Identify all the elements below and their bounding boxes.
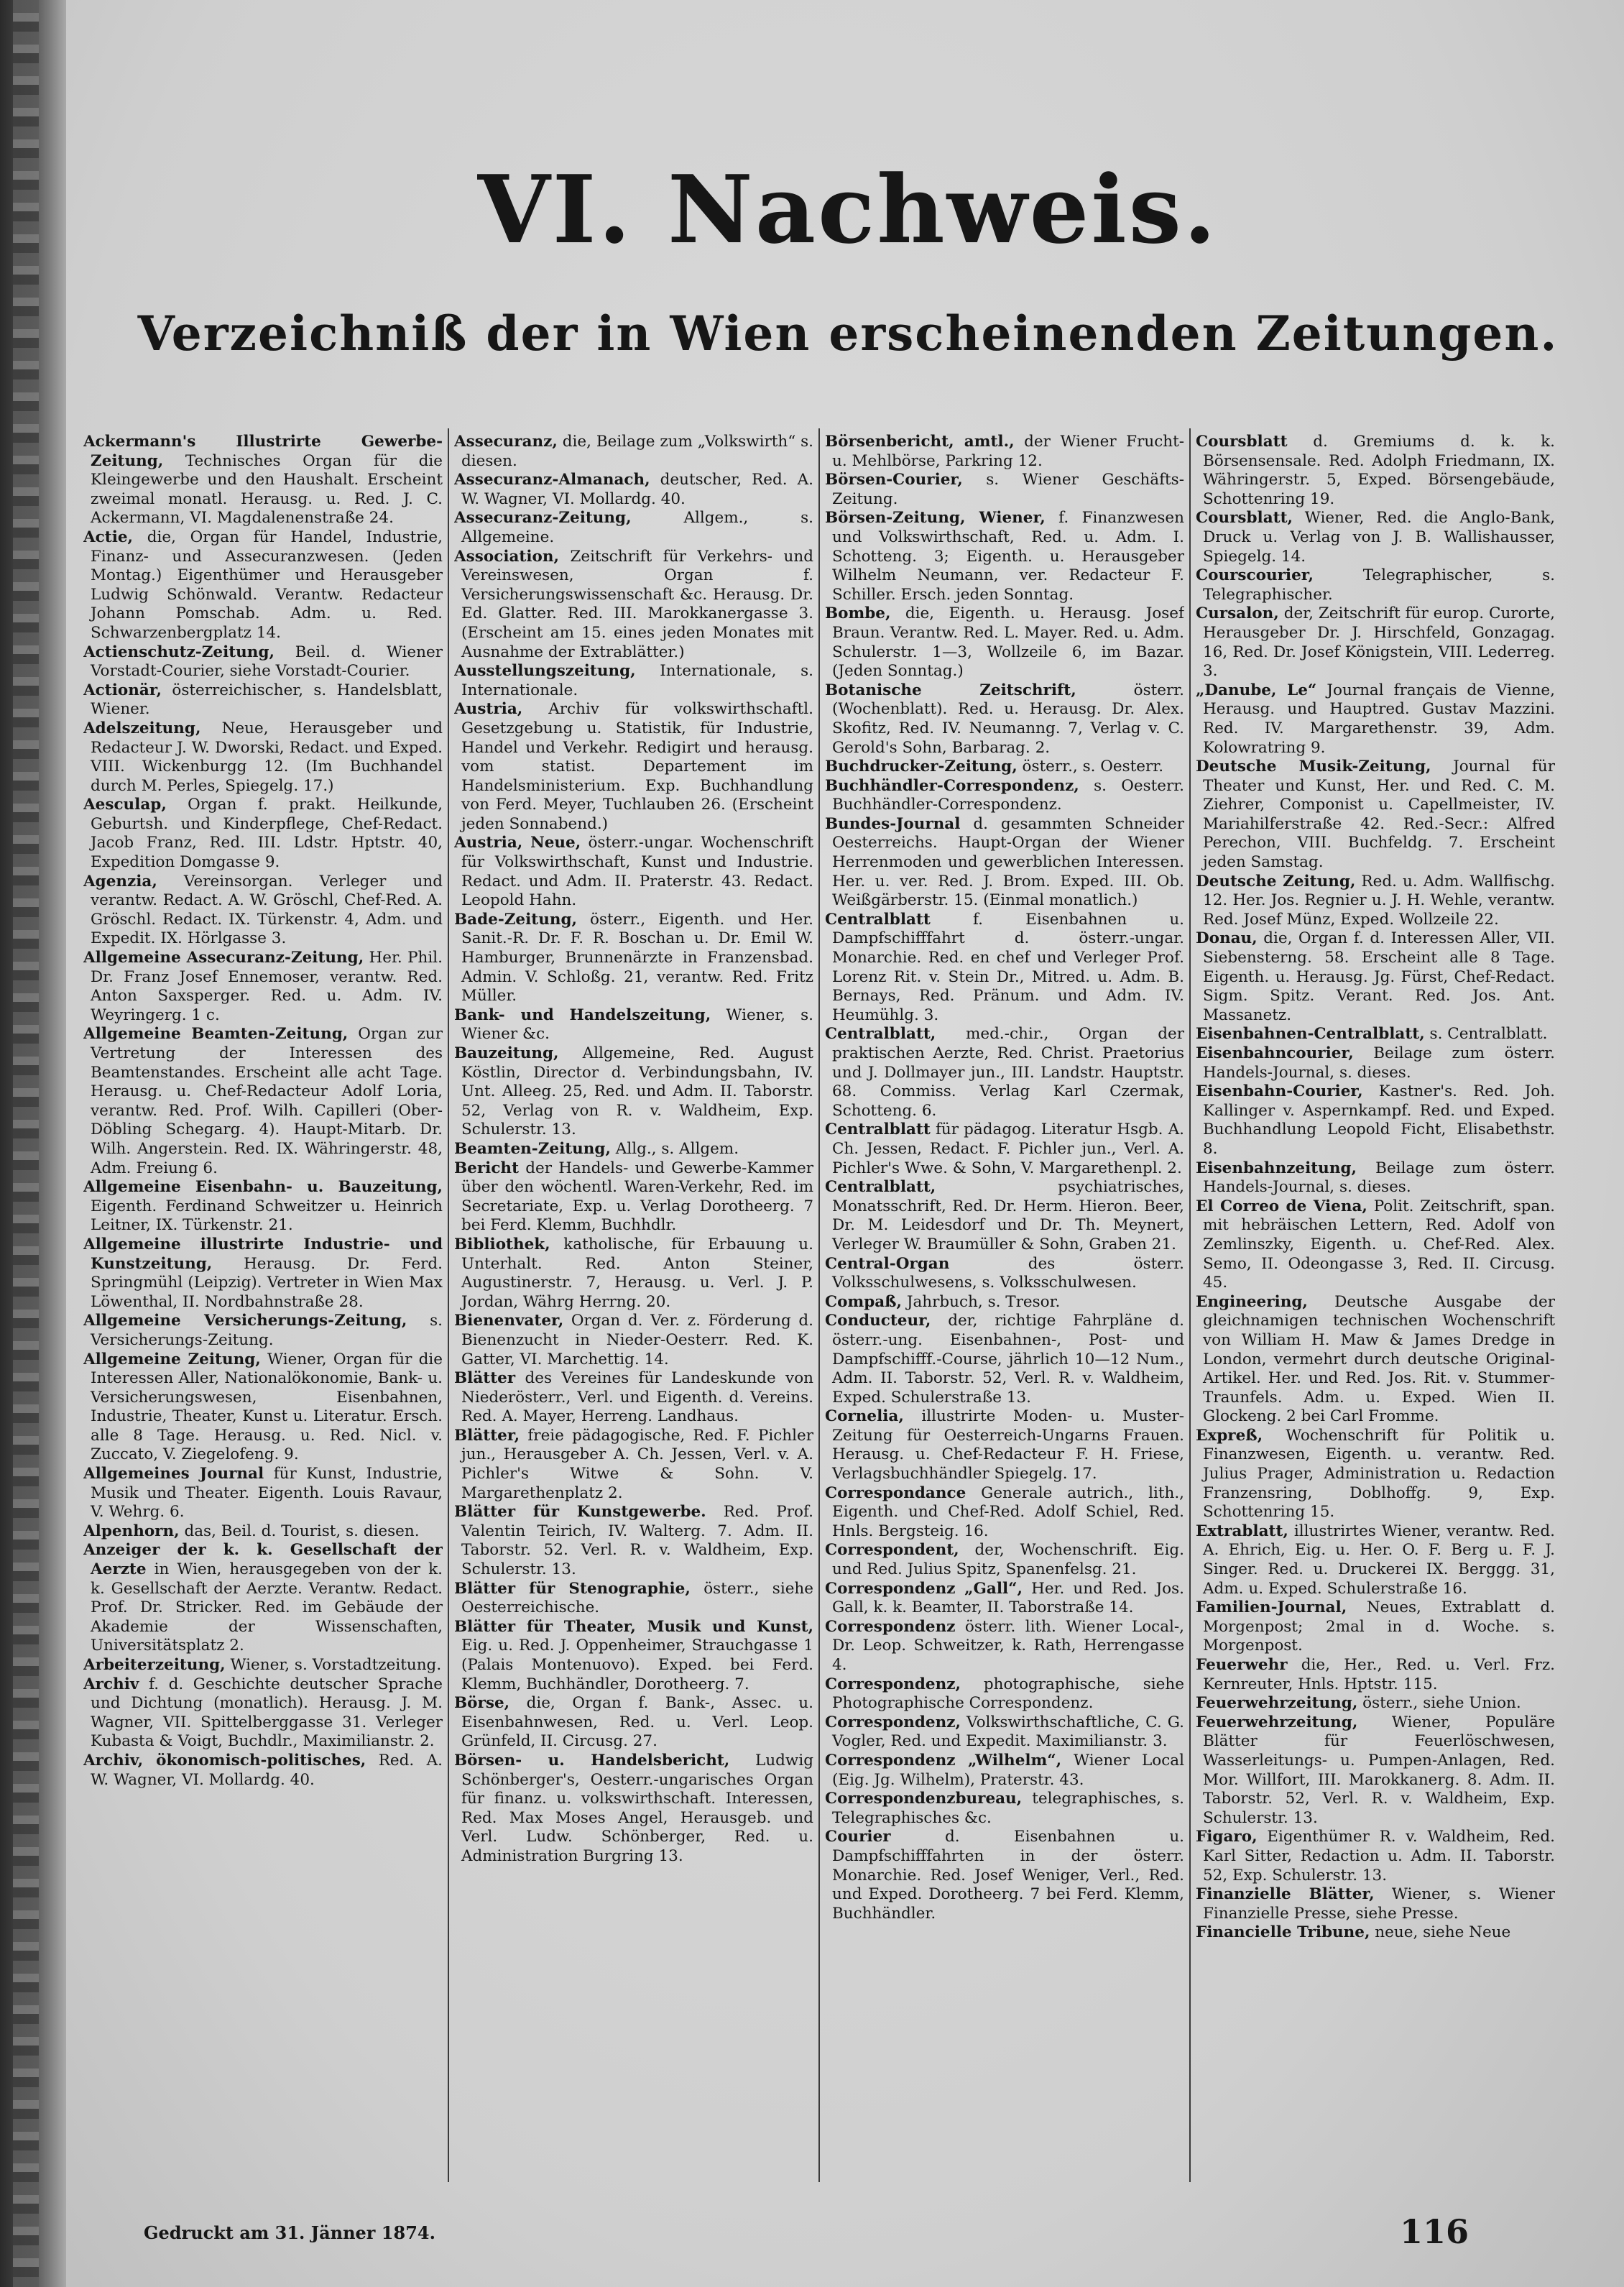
- entry-text: f. Eisenbahnen u. Dampfschifffahrt d. österr.-ungar. Monarchie. Red. en chef und Verleger Prof. Lorenz Rit. v. Stein Dr., Mitred. u. Adm. B. Bernays, Red. Pränum. und Adm. IV. Heumühlg. 3.: [832, 910, 1184, 1024]
- directory-entry: [1196, 1025, 1555, 1044]
- entry-headword: Cornelia,: [825, 1407, 904, 1426]
- entry-headword: Ackermann's Illustrirte Gewerbe-Zeitung,: [83, 433, 443, 470]
- directory-entry: [454, 1752, 813, 1867]
- entry-headword: Bank- und Handelszeitung,: [454, 1006, 711, 1024]
- directory-entry: [454, 1427, 813, 1503]
- directory-entry: [825, 1178, 1184, 1254]
- column-2: [454, 433, 813, 2179]
- directory-entry: [825, 604, 1184, 681]
- directory-entry: [1196, 758, 1555, 873]
- directory-entry: [83, 1656, 443, 1675]
- directory-entry: [454, 1159, 813, 1235]
- directory-entry: [83, 873, 443, 949]
- entry-text: f. d. Geschichte deutscher Sprache und Dichtung (monatlich). Herausg. J. M. Wagner, VII. Spittelberggasse 31. Verleger Kubasta & Voigt, Buchdlr., Maximilianstr. 2.: [91, 1675, 443, 1751]
- entry-headword: Ausstellungszeitung,: [454, 662, 636, 681]
- entry-text: Telegraphischer, s. Telegraphischer.: [1203, 566, 1555, 604]
- entry-text: Jahrbuch, s. Tresor.: [906, 1292, 1061, 1311]
- directory-entry: [83, 1350, 443, 1465]
- entry-text: Wiener, s. Vorstadtzeitung.: [230, 1656, 442, 1674]
- entry-headword: Austria, Neue,: [454, 834, 581, 852]
- page-number: 116: [1400, 2212, 1470, 2251]
- entry-text: Beil. d. Wiener Vorstadt-Courier, siehe Vorstadt-Courier.: [91, 643, 443, 681]
- entry-headword: Cursalon,: [1196, 604, 1279, 623]
- entry-headword: Centralblatt: [825, 1121, 931, 1139]
- entry-headword: Figaro,: [1196, 1828, 1258, 1846]
- entry-text: Eig. u. Red. J. Oppenheimer, Strauchgasse 1 (Palais Montenuovo). Exped. bei Ferd. Klemm, Buchhändler, Dorotheerg. 7.: [461, 1637, 813, 1693]
- directory-entry: [825, 1484, 1184, 1542]
- entry-text: für Kunst, Industrie, Musik und Theater. Eigenth. Louis Ravaur, V. Wehrg. 6.: [91, 1465, 443, 1522]
- directory-entry: [1196, 1427, 1555, 1522]
- directory-entry: [825, 1025, 1184, 1121]
- directory-entry: [825, 758, 1184, 777]
- entry-headword: Börsenbericht, amtl.,: [825, 433, 1015, 451]
- entry-text: s. Centralblatt.: [1429, 1025, 1548, 1044]
- entry-text: Organ zur Vertretung der Interessen des Beamtenstandes. Erscheint alle acht Tage. Herausg. u. Chef-Redacteur Adolf Loria, verantw. Red. Prof. Wilh. Capilleri (Ober-Döbling Schegarg. 4). Haupt-Mitarb. Dr. Wilh. Angerstein. Red. IX. Währingerstr. 48, Adm. Freiung 6.: [91, 1025, 443, 1177]
- entry-text: Red. A. W. Wagner, VI. Mollardg. 40.: [91, 1751, 443, 1789]
- entry-headword: Agenzia,: [83, 872, 157, 891]
- entry-headword: Actie,: [83, 528, 134, 546]
- entry-headword: Coursblatt: [1196, 433, 1288, 451]
- entry-text: Archiv für volkswirthschaftl. Gesetzgebung u. Statistik, für Industrie, Handel und Verkehr. Redigirt und herausg. vom statist. Departement im Handelsministerium. Exp. Buchhandlung von Ferd. Meyer, Tuchlauben 26. (Erscheint jeden Sonnabend.): [461, 700, 813, 833]
- entry-headword: Blätter für Theater, Musik und Kunst,: [454, 1617, 813, 1636]
- directory-entry: [1196, 1598, 1555, 1656]
- entry-text: Generale autrich., lith., Eigenth. und Chef-Red. Adolf Schiel, Red. Hnls. Bergsteig. 16.: [832, 1483, 1184, 1540]
- entry-headword: Blätter für Stenographie,: [454, 1579, 691, 1598]
- directory-entry: [1196, 1828, 1555, 1885]
- entry-headword: El Correo de Viena,: [1196, 1197, 1367, 1215]
- directory-entry: [1196, 1694, 1555, 1713]
- column-divider: [818, 428, 820, 2182]
- entry-text: photographische, siehe Photographische Correspondenz.: [832, 1675, 1184, 1713]
- entry-text: die, Organ f. Bank-, Assec. u. Eisenbahnwesen, Red. u. Verl. Leop. Grünfeld, II. Circusg. 27.: [461, 1694, 813, 1751]
- entry-text: Herausg. Dr. Ferd. Springmühl (Leipzig). Vertreter in Wien Max Löwenthal, II. Nordbahnstraße 28.: [91, 1254, 443, 1311]
- directory-entry: [454, 1694, 813, 1752]
- directory-entry: [825, 1828, 1184, 1923]
- entry-text: Her. und Red. Jos. Gall, k. k. Beamter, II. Taborstraße 14.: [832, 1579, 1184, 1617]
- entry-text: der Wiener Frucht- u. Mehlbörse, Parkring 12.: [832, 433, 1184, 470]
- entry-text: neue, siehe Neue: [1375, 1923, 1511, 1942]
- entry-headword: Correspondenz „Wilhelm“,: [825, 1751, 1062, 1770]
- directory-entry: [825, 911, 1184, 1026]
- directory-entry: [83, 1025, 443, 1178]
- entry-headword: Correspondenz,: [825, 1675, 961, 1693]
- entry-text: Organ f. prakt. Heilkunde, Geburtsh. und Kinderpflege, Chef-Redact. Jacob Franz, Red. III. Ldstr. Hptstr. 40, Expedition Domgasse 9.: [91, 796, 443, 872]
- entry-text: Wiener, Organ für die Interessen Aller, Nationalökonomie, Bank- u. Versicherungswesen, Eisenbahnen, Industrie, Theater, Kunst u. Literatur. Ersch. alle 8 Tage. Herausg. u. Red. Nicl. v. Zuccato, V. Ziegelofeng. 9.: [91, 1350, 443, 1464]
- entry-text: österr., siehe Oesterreichische.: [461, 1579, 813, 1617]
- entry-headword: Courier: [825, 1828, 891, 1846]
- entry-text: österr., siehe Union.: [1362, 1694, 1521, 1713]
- entry-text: Volkswirthschaftliche, C. G. Vogler, Red. und Expedit. Maximilianstr. 3.: [832, 1713, 1184, 1751]
- entry-headword: Eisenbahnen-Centralblatt,: [1196, 1025, 1425, 1044]
- directory-entry: [83, 796, 443, 872]
- entry-text: d. Eisenbahnen u. Dampfschifffahrten in der österr. Monarchie. Red. Josef Weniger, Verl., Red. und Exped. Dorotheerg. 7 bei Ferd. Klemm, Buchhändler.: [832, 1828, 1184, 1923]
- directory-entry: [825, 1618, 1184, 1675]
- directory-entry: [1196, 1197, 1555, 1293]
- entry-headword: Botanische Zeitschrift,: [825, 681, 1076, 699]
- entry-headword: Deutsche Musik-Zeitung,: [1196, 758, 1431, 776]
- entry-text: Organ d. Ver. z. Förderung d. Bienenzucht in Nieder-Oesterr. Red. K. Gatter, VI. Marchettig. 14.: [461, 1312, 813, 1368]
- directory-entry: [825, 1407, 1184, 1483]
- entry-headword: Bericht: [454, 1159, 519, 1177]
- directory-entry: [83, 1675, 443, 1752]
- entry-text: Kastner's. Red. Joh. Kallinger v. Aspernkampf. Red. und Exped. Buchhandlung Leopold Ficht, Elisabethstr. 8.: [1203, 1082, 1555, 1158]
- entry-text: des österr. Volksschulwesens, s. Volksschulwesen.: [832, 1254, 1184, 1292]
- directory-entry: [83, 1541, 443, 1656]
- directory-entry: [1196, 1923, 1555, 1943]
- entry-headword: Aesculap,: [83, 796, 167, 814]
- directory-entry: [83, 1752, 443, 1790]
- entry-headword: Courscourier,: [1196, 566, 1314, 585]
- directory-entry: [83, 681, 443, 719]
- directory-entry: [1196, 604, 1555, 681]
- directory-entry: [1196, 681, 1555, 758]
- entry-text: für pädagog. Literatur Hsgb. A. Ch. Jessen, Redact. F. Pichler jun., Verl. A. Pichler's Wwe. & Sohn, V. Margarethenpl. 2.: [832, 1121, 1184, 1177]
- entry-headword: Bienenvater,: [454, 1312, 564, 1330]
- entry-text: Wiener, s. Wiener Finanzielle Presse, siehe Presse.: [1203, 1885, 1555, 1923]
- entry-text: deutscher, Red. A. W. Wagner, VI. Mollardg. 40.: [461, 471, 813, 508]
- entry-text: s. Wiener Geschäfts-Zeitung.: [832, 471, 1184, 508]
- directory-entry: [825, 1752, 1184, 1790]
- entry-headword: Donau,: [1196, 929, 1258, 948]
- entry-text: Wiener, s. Wiener &c.: [461, 1006, 813, 1044]
- entry-text: Beilage zum österr. Handels-Journal, s. dieses.: [1203, 1159, 1555, 1197]
- entry-text: d. Gremiums d. k. k. Börsensensale. Red. Adolph Friedmann, IX. Währingerstr. 5, Exped. Börsengebäude, Schottenring 19.: [1203, 433, 1555, 508]
- directory-entry: [825, 471, 1184, 509]
- entry-headword: Centralblatt,: [825, 1178, 936, 1197]
- entry-headword: Blätter für Kunstgewerbe.: [454, 1503, 706, 1522]
- entry-text: österr.-ungar. Wochenschrift für Volkswirthschaft, Kunst und Industrie. Redact. und Adm. II. Praterstr. 43. Redact. Leopold Hahn.: [461, 834, 813, 910]
- entry-text: Beilage zum österr. Handels-Journal, s. dieses.: [1203, 1044, 1555, 1082]
- entry-headword: Bade-Zeitung,: [454, 910, 577, 929]
- directory-entry: [1196, 1656, 1555, 1694]
- directory-entry: [83, 1178, 443, 1235]
- entry-headword: Allgemeine Zeitung,: [83, 1350, 261, 1368]
- entry-text: Wiener, Red. die Anglo-Bank, Druck u. Verlag von J. B. Wallishausser, Spiegelg. 14.: [1203, 509, 1555, 566]
- entry-headword: Archiv: [83, 1675, 139, 1693]
- entry-text: die, Beilage zum „Volkswirth“ s. diesen.: [461, 433, 813, 470]
- directory-entry: [454, 911, 813, 1006]
- spine-ornament: [13, 0, 39, 2287]
- directory-entry: [825, 1790, 1184, 1828]
- directory-entry: [454, 1044, 813, 1140]
- entry-headword: Börsen-Zeitung, Wiener,: [825, 509, 1046, 528]
- entry-text: telegraphisches, s. Telegraphisches &c.: [832, 1790, 1184, 1827]
- entry-text: das, Beil. d. Tourist, s. diesen.: [184, 1522, 420, 1540]
- entry-headword: Deutsche Zeitung,: [1196, 872, 1356, 891]
- entry-headword: Coursblatt,: [1196, 509, 1293, 528]
- page-subtitle: Verzeichniß der in Wien erscheinenden Zeitungen.: [137, 305, 1559, 362]
- directory-entry: [825, 1293, 1184, 1312]
- entry-text: in Wien, herausgegeben von der k. k. Gesellschaft der Aerzte. Verantw. Redact. Prof. Dr. Stricker. Red. im Gebäude der Akademie der Wissenschaften, Universitätsplatz 2.: [91, 1560, 443, 1655]
- entry-text: Her. Phil. Dr. Franz Josef Ennemoser, verantw. Red. Anton Saxsperger. Red. u. Adm. IV. Weyringerg. 1 c.: [91, 949, 443, 1024]
- directory-entry: [83, 528, 443, 643]
- entry-headword: Centralblatt: [825, 910, 931, 929]
- directory-entry: [454, 1006, 813, 1044]
- print-date: Gedruckt am 31. Jänner 1874.: [144, 2222, 435, 2243]
- entry-headword: Börsen-Courier,: [825, 471, 963, 489]
- entry-text: psychiatrisches, Monatsschrift, Red. Dr. Herm. Hieron. Beer, Dr. M. Leidesdorf und Dr. Th. Meynert, Verleger W. Braumüller & Sohn, Graben 21.: [832, 1178, 1184, 1253]
- entry-text: die, Her., Red. u. Verl. Frz. Kernreuter, Hnls. Hptstr. 115.: [1203, 1656, 1555, 1693]
- entry-text: Neues, Extrablatt d. Morgenpost; 2mal in d. Woche. s. Morgenpost.: [1203, 1598, 1555, 1655]
- entry-text: österr. (Wochenblatt). Red. u. Herausg. Dr. Alex. Skofitz, Red. IV. Neumanng. 7, Verlag v. C. Gerold's Sohn, Barbarag. 2.: [832, 681, 1184, 757]
- entry-text: der Handels- und Gewerbe-Kammer über den wöchentl. Waren-Verkehr, Red. im Secretariate, Exp. u. Verlag Dorotheerg. 7 bei Ferd. Klemm, Buchhdlr.: [461, 1159, 813, 1235]
- entry-headword: Correspondenz: [825, 1617, 956, 1636]
- entry-text: f. Finanzwesen und Volkswirthschaft, Red. u. Adm. I. Schotteng. 3; Eigenth. u. Herausgeber Wilhelm Neumann, ver. Redacteur F. Schiller. Ersch. jeden Sonntag.: [832, 509, 1184, 604]
- entry-headword: Correspondenz „Gall“,: [825, 1579, 1023, 1598]
- entry-headword: Arbeiterzeitung,: [83, 1656, 226, 1674]
- entry-headword: Association,: [454, 547, 559, 566]
- entry-text: Ludwig Schönberger's, Oesterr.-ungarisches Organ für finanz. u. volkswirthschaft. Interessen, Red. Max Moses Angel, Herausgeb. und Verl. Ludw. Schönberger, Red. u. Administration Burgring 13.: [461, 1751, 813, 1865]
- directory-entry: [454, 1235, 813, 1312]
- entry-text: österr., Eigenth. und Her. Sanit.-R. Dr. F. R. Boschan u. Dr. Emil W. Hamburger, Brunnenärzte in Franzensbad. Admin. V. Schloßg. 21, verantw. Red. Fritz Müller.: [461, 910, 813, 1006]
- entry-headword: Eisenbahnzeitung,: [1196, 1159, 1357, 1177]
- entry-text: freie pädagogische, Red. F. Pichler jun., Herausgeber A. Ch. Jessen, Verl. v. A. Pichler's Witwe & Sohn. V. Margarethenplatz 2.: [461, 1426, 813, 1502]
- entry-headword: Feuerwehr: [1196, 1656, 1288, 1674]
- directory-entry: [454, 1312, 813, 1369]
- entry-headword: Allgemeine Versicherungs-Zeitung,: [83, 1312, 407, 1330]
- entry-headword: Central-Organ: [825, 1254, 950, 1273]
- page-title: VI. Nachweis.: [477, 155, 1219, 264]
- entry-headword: Bauzeitung,: [454, 1044, 559, 1062]
- directory-entry: [1196, 1082, 1555, 1159]
- directory-entry: [1196, 1159, 1555, 1197]
- column-divider: [1189, 428, 1191, 2182]
- directory-entry: [454, 1140, 813, 1159]
- entry-text: österreichischer, s. Handelsblatt, Wiener.: [91, 681, 443, 719]
- entry-text: Deutsche Ausgabe der gleichnamigen technischen Wochenschrift von William H. Maw & James Dredge in London, vermehrt durch deutsche Original-Artikel. Her. und Red. Jos. Rit. v. Stummer-Traunfels. Adm. u. Exped. Wien II. Glockeng. 2 bei Carl Fromme.: [1203, 1292, 1555, 1426]
- directory-entry: [83, 433, 443, 528]
- entry-text: Wochenschrift für Politik u. Finanzwesen, Eigenth. u. verantw. Red. Julius Prager, Administration u. Redaction Franzensring, Doblhoffg. 9, Exp. Schottenring 15.: [1203, 1426, 1555, 1522]
- directory-entry: [1196, 433, 1555, 509]
- entry-text: Zeitschrift für Verkehrs- und Vereinswesen, Organ f. Versicherungswissenschaft &c. Herausg. Dr. Ed. Glatter. Red. III. Marokkanergasse 3. (Erscheint am 15. eines jeden Monates mit Ausnahme der Extrablätter.): [461, 547, 813, 661]
- entry-headword: Börse,: [454, 1694, 510, 1713]
- entry-headword: Conducteur,: [825, 1312, 931, 1330]
- directory-entry: [825, 1580, 1184, 1618]
- entry-text: Wiener Local (Eig. Jg. Wilhelm), Praterstr. 43.: [832, 1751, 1184, 1789]
- entry-text: s. Versicherungs-Zeitung.: [91, 1312, 443, 1349]
- directory-entry: [454, 1580, 813, 1618]
- entry-text: die, Organ für Handel, Industrie, Finanz- und Assecuranzwesen. (Jeden Montag.) Eigenthümer und Herausgeber Ludwig Schönwald. Verantw. Redacteur Johann Pomschab. Adm. u. Red. Schwarzenbergplatz 14.: [91, 528, 443, 642]
- directory-entry: [825, 433, 1184, 471]
- entry-text: die, Organ f. d. Interessen Aller, VII. Siebensterng. 58. Erscheint alle 8 Tage. Eigenth. u. Herausg. Jg. Fürst, Chef-Redact. Sigm. Spitz. Verant. Red. Jos. Ant. Massanetz.: [1203, 929, 1555, 1024]
- directory-entry: [454, 662, 813, 700]
- entry-text: illustrirtes Wiener, verantw. Red. A. Ehrich, Eig. u. Her. O. F. Berg u. F. J. Singer. Red. u. Druckerei IX. Berggg. 31, Adm. u. Exped. Schulerstraße 16.: [1203, 1522, 1555, 1598]
- entry-headword: Correspondenz,: [825, 1713, 961, 1731]
- entry-headword: Compaß,: [825, 1292, 902, 1311]
- entry-headword: „Danube, Le“: [1196, 681, 1317, 699]
- column-4: [1196, 433, 1555, 2179]
- entry-headword: Familien-Journal,: [1196, 1598, 1347, 1617]
- directory-entry: [1196, 1713, 1555, 1828]
- directory-entry: [1196, 566, 1555, 604]
- entry-headword: Allgemeine Assecuranz-Zeitung,: [83, 949, 364, 967]
- entry-text: der, richtige Fahrpläne d. österr.-ung. Eisenbahnen-, Post- und Dampfschifff.-Course, jährlich 10—12 Num., Adm. II. Taborstr. 52, Verl. R. v. Waldheim, Exped. Schulerstraße 13.: [832, 1312, 1184, 1407]
- entry-text: die, Eigenth. u. Herausg. Josef Braun. Verantw. Red. L. Mayer. Red. u. Adm. Schulerstr. 1—3, Wollzeile 6, im Bazar. (Jeden Sonntag.): [832, 604, 1184, 681]
- entry-text: Journal français de Vienne, Herausg. und Hauptred. Gustav Mazzini. Red. IV. Margarethenstr. 39, Adm. Kolowratring 9.: [1203, 681, 1555, 757]
- entry-headword: Correspondance: [825, 1483, 966, 1502]
- directory-entry: [454, 834, 813, 910]
- entry-text: illustrirte Moden- u. Muster-Zeitung für Oesterreich-Ungarns Frauen. Herausg. u. Chef-Redacteur F. H. Friese, Verlagsbuchhändler Spiegelg. 17.: [832, 1407, 1184, 1483]
- entry-text: Allgemeine, Red. August Köstlin, Director d. Verbindungsbahn, IV. Unt. Alleeg. 25, Red. und Adm. II. Taborstr. 52, Verlag von R. v. Waldheim, Exp. Schulerstr. 13.: [461, 1044, 813, 1139]
- directory-entry: [825, 815, 1184, 911]
- entry-text: Red. Prof. Valentin Teirich, IV. Walterg. 7. Adm. II. Taborstr. 52. Verl. R. v. Waldheim, Exp. Schulerstr. 13.: [461, 1503, 813, 1579]
- entry-headword: Centralblatt,: [825, 1025, 936, 1044]
- directory-entry: [825, 509, 1184, 604]
- entry-text: der, Zeitschrift für europ. Curorte, Herausgeber Dr. J. Hirschfeld, Gonzagag. 16, Red. Dr. Josef Königstein, VIII. Lederreg. 3.: [1203, 604, 1555, 681]
- entry-headword: Adelszeitung,: [83, 719, 201, 737]
- entry-headword: Assecuranz-Almanach,: [454, 471, 650, 489]
- entry-headword: Börsen- u. Handelsbericht,: [454, 1751, 730, 1770]
- entry-text: Polit. Zeitschrift, span. mit hebräischen Lettern, Red. Adolf von Zemlinszky, Eigenth. u. Chef-Red. Alex. Semo, II. Odeongasse 3, Red. II. Circusg. 45.: [1203, 1197, 1555, 1292]
- entry-headword: Allgemeine Beamten-Zeitung,: [83, 1025, 349, 1044]
- entry-headword: Correspondent,: [825, 1541, 959, 1560]
- entry-headword: Blätter: [454, 1369, 516, 1388]
- directory-entry: [454, 548, 813, 663]
- entry-headword: Bibliothek,: [454, 1235, 550, 1253]
- directory-entry: [1196, 1885, 1555, 1923]
- entry-text: Allg., s. Allgem.: [615, 1139, 739, 1158]
- entry-text: Technisches Organ für die Kleingewerbe und den Haushalt. Erscheint zweimal monatl. Herausg. u. Red. J. C. Ackermann, VI. Magdalenenstraße 24.: [91, 451, 443, 528]
- entry-headword: Assecuranz-Zeitung,: [454, 509, 632, 528]
- entry-headword: Bombe,: [825, 604, 891, 623]
- entry-text: Eigenth. Ferdinand Schweitzer u. Heinrich Leitner, IX. Türkenstr. 21.: [91, 1197, 443, 1235]
- directory-entry: [1196, 509, 1555, 566]
- entry-text: d. gesammten Schneider Oesterreichs. Haupt-Organ der Wiener Herrenmoden und gewerblichen Interessen. Her. u. ver. Red. J. Brom. Exped. III. Ob. Weißgärberstr. 15. (Einmal monatlich.): [832, 814, 1184, 910]
- directory-entry: [825, 1255, 1184, 1293]
- entry-headword: Finanzielle Blätter,: [1196, 1885, 1375, 1904]
- directory-entry: [83, 1522, 443, 1542]
- entry-headword: Eisenbahn-Courier,: [1196, 1082, 1363, 1101]
- entry-headword: Correspondenzbureau,: [825, 1790, 1023, 1808]
- column-3: [825, 433, 1184, 2179]
- directory-entry: [83, 949, 443, 1025]
- entry-headword: Allgemeine illustrirte Industrie- und Kunstzeitung,: [83, 1235, 443, 1273]
- entry-headword: Archiv, ökonomisch-politisches,: [83, 1751, 366, 1770]
- directory-entry: [825, 1675, 1184, 1713]
- directory-entry: [1196, 1522, 1555, 1598]
- entry-text: Eigenthümer R. v. Waldheim, Red. Karl Sitter, Redaction u. Adm. II. Taborstr. 52, Exp. Schulerstr. 13.: [1203, 1828, 1555, 1885]
- directory-entry: [83, 1235, 443, 1312]
- directory-entry: [83, 1312, 443, 1350]
- entry-text: Vereinsorgan. Verleger und verantw. Redact. A. W. Gröschl, Chef-Red. A. Gröschl. Redact. IX. Türkenstr. 4, Adm. und Expedit. IX. Hörlgasse 3.: [91, 872, 443, 948]
- column-divider: [448, 428, 449, 2182]
- column-1: [83, 433, 443, 2179]
- entry-headword: Beamten-Zeitung,: [454, 1139, 611, 1158]
- directory-entry: [825, 681, 1184, 758]
- entry-text: med.-chir., Organ der praktischen Aerzte, Red. Christ. Praetorius und J. Dollmayer jun., III. Landstr. Hauptstr. 68. Commiss. Verlag Karl Czermak, Schotteng. 6.: [832, 1025, 1184, 1120]
- entry-text: s. Oesterr. Buchhändler-Correspondenz.: [832, 776, 1184, 814]
- entry-headword: Actionär,: [83, 681, 162, 699]
- entry-text: Wiener, Populäre Blätter für Feuerlöschwesen, Wasserleitungs- u. Pumpen-Anlagen, Red. Mor. Willfort, III. Marokkanerg. 8. Adm. II. Taborstr. 52, Verl. R. v. Waldheim, Exp. Schulerstr. 13.: [1203, 1713, 1555, 1827]
- entry-headword: Extrablatt,: [1196, 1522, 1288, 1540]
- directory-entry: [83, 719, 443, 796]
- entry-headword: Financielle Tribune,: [1196, 1923, 1370, 1942]
- entry-headword: Austria,: [454, 700, 523, 719]
- entry-headword: Expreß,: [1196, 1426, 1263, 1445]
- directory-entry: [454, 1369, 813, 1427]
- entry-text: Allgem., s. Allgemeine.: [461, 509, 813, 546]
- entry-text: Internationale, s. Internationale.: [461, 662, 813, 699]
- directory-entry: [825, 1713, 1184, 1752]
- directory-entry: [454, 509, 813, 547]
- entry-text: der, Wochenschrift. Eig. und Red. Julius Spitz, Spanenfelsg. 21.: [832, 1541, 1184, 1579]
- entry-text: österr., s. Oesterr.: [1022, 758, 1164, 776]
- entry-text: Neue, Herausgeber und Redacteur J. W. Dworski, Redact. und Exped. VIII. Wickenburgg 12. (Im Buchhandel durch M. Perles, Spiegelg. 17.): [91, 719, 443, 795]
- directory-entry: [454, 471, 813, 509]
- entry-headword: Feuerwehrzeitung,: [1196, 1713, 1358, 1731]
- directory-entry: [454, 700, 813, 834]
- directory-entry: [825, 1541, 1184, 1579]
- book-spine-edge: [0, 0, 66, 2287]
- entry-text: Red. u. Adm. Wallfischg. 12. Her. Jos. Regnier u. J. H. Wehle, verantw. Red. Josef Münz, Exped. Wollzeile 22.: [1203, 872, 1555, 929]
- entry-headword: Engineering,: [1196, 1292, 1308, 1311]
- entry-text: österr. lith. Wiener Local-, Dr. Leop. Schweitzer, k. Rath, Herrengasse 4.: [832, 1617, 1184, 1674]
- entry-headword: Bundes-Journal: [825, 814, 961, 833]
- entry-headword: Alpenhorn,: [83, 1522, 180, 1540]
- directory-entry: [83, 1465, 443, 1522]
- directory-entry: [825, 1121, 1184, 1178]
- directory-entry: [1196, 929, 1555, 1025]
- entry-headword: Actienschutz-Zeitung,: [83, 643, 274, 661]
- entry-headword: Allgemeines Journal: [83, 1465, 264, 1483]
- directory-entry: [825, 1312, 1184, 1407]
- entry-text: des Vereines für Landeskunde von Niederösterr., Verl. und Eigenth. d. Vereins. Red. A. Mayer, Herreng. Landhaus.: [461, 1369, 813, 1426]
- entry-headword: Assecuranz,: [454, 433, 558, 451]
- entry-text: Journal für Theater und Kunst, Her. und Red. C. M. Ziehrer, Componist u. Capellmeister, IV. Mariahilferstraße 42. Red.-Secr.: Alfred Perechon, VIII. Buchfeldg. 7. Erscheint jeden Samstag.: [1203, 758, 1555, 872]
- directory-entry: [454, 1618, 813, 1694]
- entry-headword: Feuerwehrzeitung,: [1196, 1694, 1358, 1713]
- entry-text: katholische, für Erbauung u. Unterhalt. Red. Anton Steiner, Augustinerstr. 7, Herausg. u. Verl. J. P. Jordan, Währg Herrng. 20.: [461, 1235, 813, 1311]
- entry-headword: Allgemeine Eisenbahn- u. Bauzeitung,: [83, 1178, 443, 1197]
- directory-entry: [454, 1503, 813, 1579]
- entry-headword: Buchhändler-Correspondenz,: [825, 776, 1079, 795]
- directory-entry: [1196, 873, 1555, 930]
- entry-headword: Buchdrucker-Zeitung,: [825, 758, 1018, 776]
- directory-entry: [83, 643, 443, 681]
- directory-entry: [454, 433, 813, 471]
- directory-entry: [1196, 1044, 1555, 1082]
- entry-headword: Eisenbahncourier,: [1196, 1044, 1354, 1062]
- directory-entry: [825, 777, 1184, 815]
- directory-entry: [1196, 1293, 1555, 1427]
- entry-headword: Anzeiger der k. k. Gesellschaft der Aerzte: [83, 1541, 443, 1579]
- entry-headword: Blätter,: [454, 1426, 520, 1445]
